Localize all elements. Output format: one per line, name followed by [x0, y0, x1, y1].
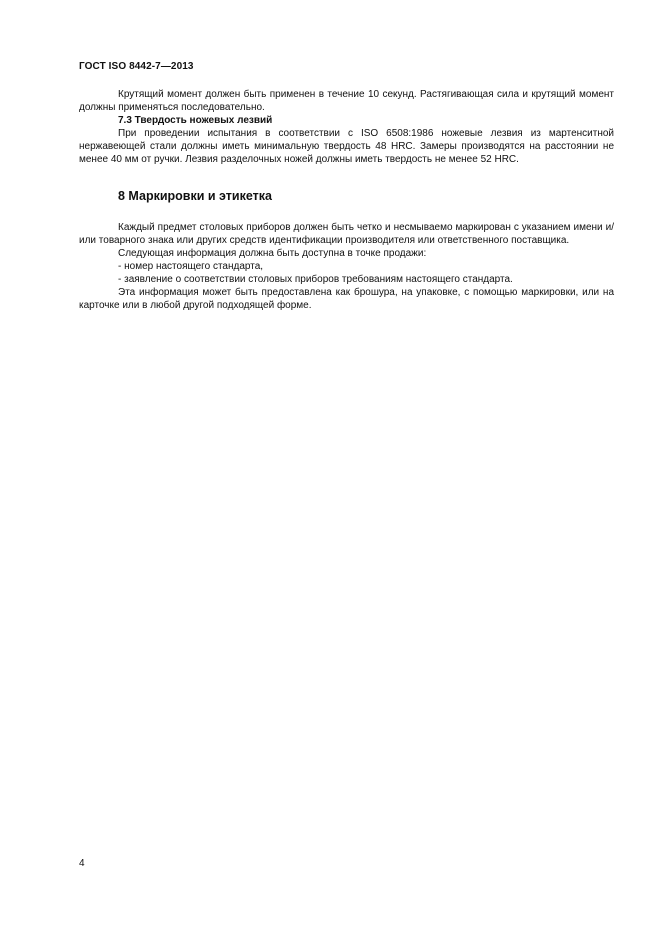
page-number: 4: [79, 858, 85, 869]
subsection-7-3-heading: 7.3 Твердость ножевых лезвий: [118, 115, 273, 126]
section-7-text-block: [79, 88, 614, 166]
marking-paragraph: Каждый предмет столовых приборов должен быть четко и несмываемо маркирован с указанием имени и/или товарного знака или других средств идентификации производителя или ответственного поставщика.: [79, 222, 614, 246]
list-item: - номер настоящего стандарта,: [118, 261, 264, 272]
torque-paragraph: Крутящий момент должен быть применен в течение 10 секунд. Растягивающая сила и крутящий момент должны применяться последовательно.: [79, 89, 614, 113]
document-code-header: ГОСТ ISO 8442-7—2013: [79, 61, 194, 72]
section-8-heading: 8 Маркировки и этикетка: [118, 189, 272, 203]
section-8-text-block: [79, 221, 614, 312]
point-of-sale-paragraph: Следующая информация должна быть доступна в точке продажи:: [118, 248, 427, 259]
hardness-paragraph: При проведении испытания в соответствии с ISO 6508:1986 ножевые лезвия из мартенситной нержавеющей стали должны иметь минимальную твердость 48 HRC. Замеры производятся на расстоянии не менее 40 мм от ручки. Лезвия разделочных ножей должны иметь твердость не менее 52 HRC.: [79, 128, 614, 165]
information-form-paragraph: Эта информация может быть предоставлена как брошура, на упаковке, с помощью маркировки, или на карточке или в любой другой подходящей форме.: [79, 287, 614, 311]
list-item: - заявление о соответствии столовых приборов требованиям настоящего стандарта.: [118, 274, 513, 285]
